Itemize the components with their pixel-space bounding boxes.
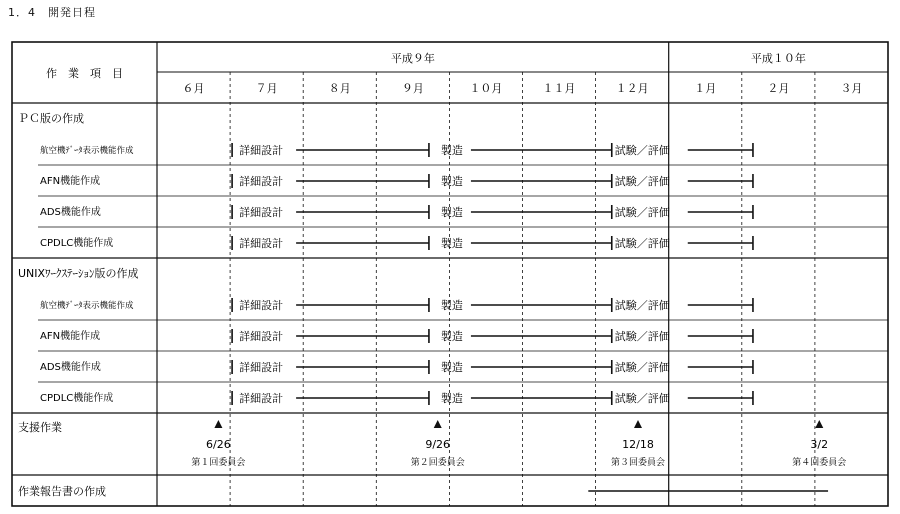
milestone-date: 9/26 xyxy=(425,438,451,451)
task-label: CPDLC機能作成 xyxy=(40,393,114,404)
design-phase-label: 詳細設計 xyxy=(239,144,284,157)
test-phase-label: 試験／評価 xyxy=(614,361,670,374)
task-label: 航空機ﾃﾞｰﾀ表示機能作成 xyxy=(40,146,134,156)
month-label: ２月 xyxy=(767,82,790,95)
milestone-label: 第２回委員会 xyxy=(410,458,465,468)
test-phase-label: 試験／評価 xyxy=(614,144,670,157)
design-phase-label: 詳細設計 xyxy=(239,361,284,374)
test-phase-label: 試験／評価 xyxy=(614,237,670,250)
test-phase-label: 試験／評価 xyxy=(614,299,670,312)
section-heading: 1．4 開発日程 xyxy=(8,6,96,19)
build-phase-label: 製造 xyxy=(440,330,463,343)
milestone-date: 3/2 xyxy=(810,438,829,451)
design-phase-label: 詳細設計 xyxy=(239,237,284,250)
section-title: UNIXﾜｰｸｽﾃｰｼｮﾝ版の作成 xyxy=(18,267,139,280)
task-label: AFN機能作成 xyxy=(40,176,101,187)
design-phase-label: 詳細設計 xyxy=(239,299,284,312)
table-frame xyxy=(12,42,888,506)
report-title: 作業報告書の作成 xyxy=(18,485,106,498)
task-label: ADS機能作成 xyxy=(40,362,101,373)
test-phase-label: 試験／評価 xyxy=(614,392,670,405)
milestone-date: 12/18 xyxy=(622,438,654,451)
month-label: ６月 xyxy=(182,82,205,95)
section-title: ＰＣ版の作成 xyxy=(18,112,84,125)
build-phase-label: 製造 xyxy=(440,144,463,157)
test-phase-label: 試験／評価 xyxy=(614,206,670,219)
build-phase-label: 製造 xyxy=(440,175,463,188)
design-phase-label: 詳細設計 xyxy=(239,330,284,343)
milestone-label: 第３回委員会 xyxy=(610,458,666,468)
build-phase-label: 製造 xyxy=(440,392,463,405)
support-title: 支援作業 xyxy=(18,421,62,434)
build-phase-label: 製造 xyxy=(440,299,463,312)
task-label: AFN機能作成 xyxy=(40,331,101,342)
milestone-label: 第４回委員会 xyxy=(792,458,847,468)
month-label: １月 xyxy=(694,82,717,95)
build-phase-label: 製造 xyxy=(440,361,463,374)
month-label: １２月 xyxy=(615,82,649,95)
month-label: １０月 xyxy=(469,82,503,95)
year-label: 平成１０年 xyxy=(750,52,806,65)
milestone-marker xyxy=(634,420,642,428)
milestone-date: 6/26 xyxy=(206,438,231,451)
item-column-header: 作 業 項 目 xyxy=(46,67,123,80)
month-label: １１月 xyxy=(542,82,576,95)
design-phase-label: 詳細設計 xyxy=(239,392,284,405)
task-label: 航空機ﾃﾞｰﾀ表示機能作成 xyxy=(40,301,134,311)
milestone-label: 第１回委員会 xyxy=(191,458,246,468)
month-label: ７月 xyxy=(255,82,278,95)
design-phase-label: 詳細設計 xyxy=(239,206,284,219)
month-label: ８月 xyxy=(328,82,351,95)
build-phase-label: 製造 xyxy=(440,206,463,219)
test-phase-label: 試験／評価 xyxy=(614,330,670,343)
milestone-marker xyxy=(434,420,442,428)
task-label: ADS機能作成 xyxy=(40,207,101,218)
test-phase-label: 試験／評価 xyxy=(614,175,670,188)
task-label: CPDLC機能作成 xyxy=(40,238,114,249)
year-label: 平成９年 xyxy=(390,52,435,65)
build-phase-label: 製造 xyxy=(440,237,463,250)
month-label: ９月 xyxy=(401,82,424,95)
milestone-marker xyxy=(214,420,222,428)
milestone-marker xyxy=(815,420,823,428)
month-label: ３月 xyxy=(840,82,863,95)
design-phase-label: 詳細設計 xyxy=(239,175,284,188)
